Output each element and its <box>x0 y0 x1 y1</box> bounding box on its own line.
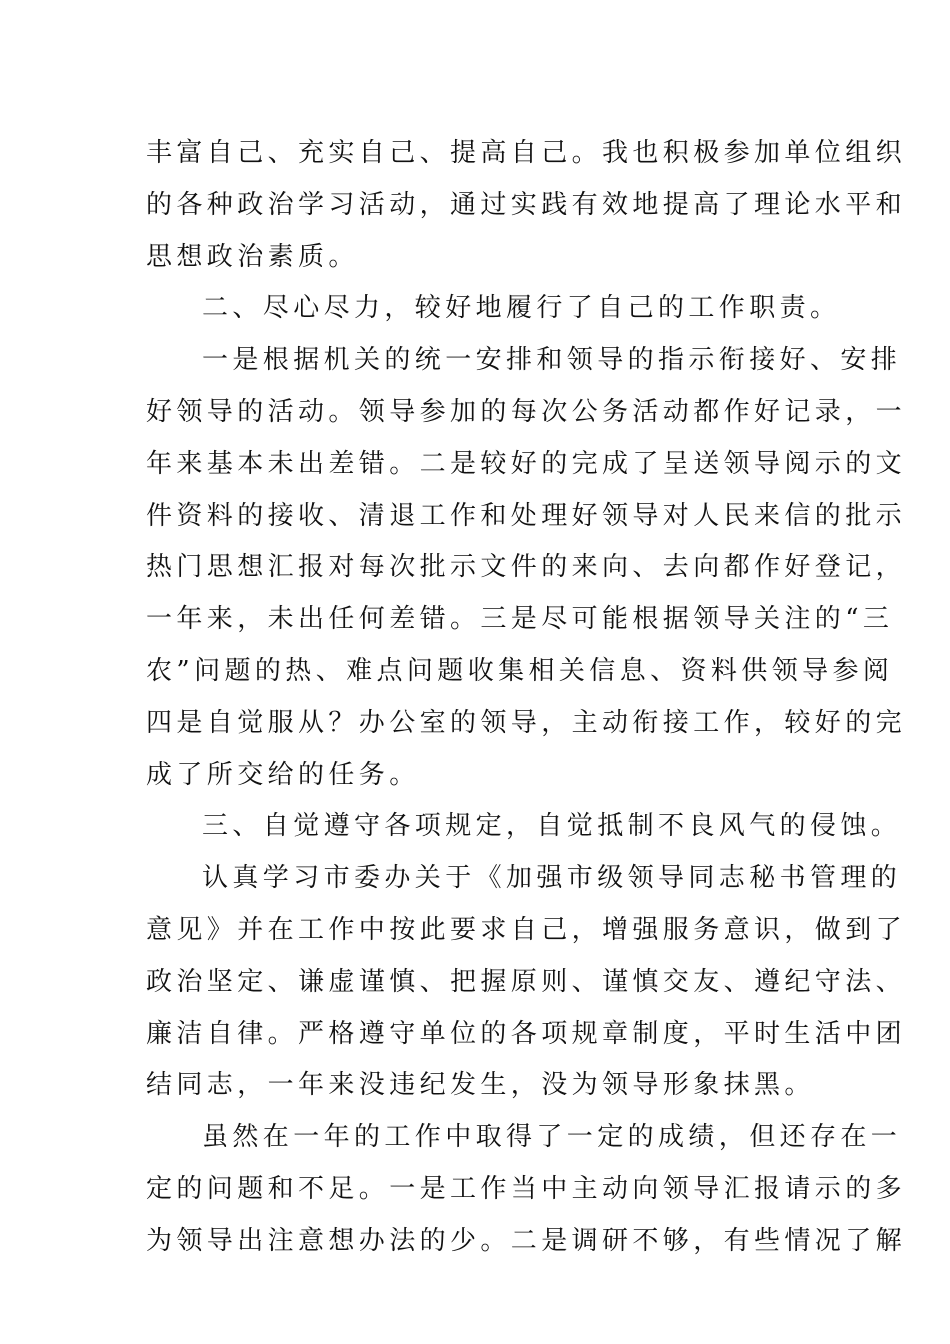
text-line: 农”问题的热、难点问题收集相关信息、资料供领导参阅 <box>146 655 894 686</box>
text-line: 的各种政治学习活动，通过实践有效地提高了理论水平和 <box>146 189 907 220</box>
text-line: 思想政治素质。 <box>146 241 359 272</box>
text-line: 一是根据机关的统一安排和领导的指示衔接好、安排 <box>202 345 902 376</box>
text-line: 好领导的活动。领导参加的每次公务活动都作好记录，一 <box>146 396 907 427</box>
text-line: 为领导出注意想办法的少。二是调研不够，有些情况了解 <box>146 1225 907 1256</box>
text-line: 热门思想汇报对每次批示文件的来向、去向都作好登记， <box>146 552 907 583</box>
text-line: 虽然在一年的工作中取得了一定的成绩，但还存在一 <box>202 1122 902 1153</box>
text-line: 年来基本未出差错。二是较好的完成了呈送领导阅示的文 <box>146 448 907 479</box>
section-heading-3: 三、自觉遵守各项规定，自觉抵制不良风气的侵蚀。 <box>202 811 902 842</box>
text-line: 廉洁自律。严格遵守单位的各项规章制度，平时生活中团 <box>146 1018 907 1049</box>
text-line: 结同志，一年来没违纪发生，没为领导形象抹黑。 <box>146 1070 815 1101</box>
section-heading-2: 二、尽心尽力，较好地履行了自己的工作职责。 <box>202 293 841 324</box>
text-line: 定的问题和不足。一是工作当中主动向领导汇报请示的多 <box>146 1173 907 1204</box>
text-line: 认真学习市委办关于《加强市级领导同志秘书管理的 <box>202 863 902 894</box>
text-line: 一年来，未出任何差错。三是尽可能根据领导关注的“三 <box>146 604 894 635</box>
body-text <box>146 128 907 1268</box>
text-line: 成了所交给的任务。 <box>146 759 420 790</box>
text-line: 政治坚定、谦虚谨慎、把握原则、谨慎交友、遵纪守法、 <box>146 966 907 997</box>
text-line: 四是自觉服从？办公室的领导，主动衔接工作，较好的完 <box>146 707 907 738</box>
text-line: 丰富自己、充实自己、提高自己。我也积极参加单位组织 <box>146 138 907 168</box>
text-line: 意见》并在工作中按此要求自己，增强服务意识，做到了 <box>146 914 907 945</box>
text-line: 件资料的接收、清退工作和处理好领导对人民来信的批示 <box>146 500 907 531</box>
